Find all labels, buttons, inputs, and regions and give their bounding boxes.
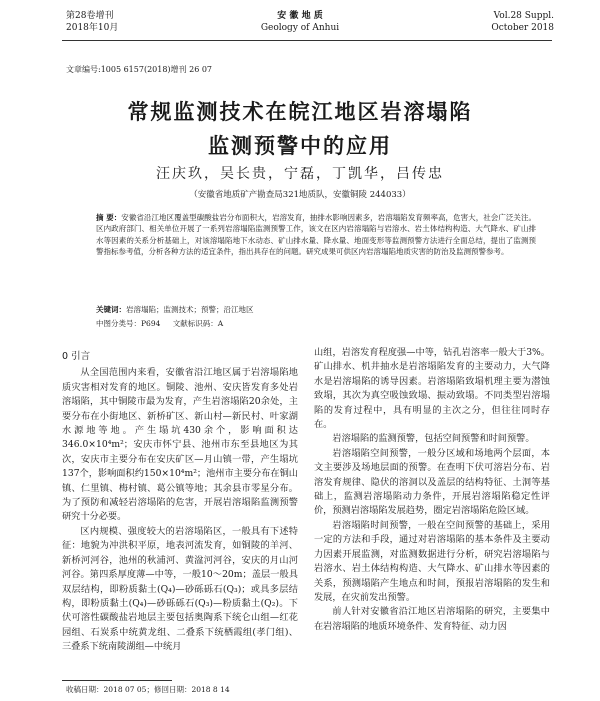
keywords: [96, 304, 536, 315]
title-line-2: 监测预警中的应用: [208, 134, 392, 158]
doc-code: 文献标识码：A: [172, 319, 224, 328]
paragraph: 岩溶塌陷空间预警，一般分区域和场地两个层面，本文主要涉及场地层面的预警。在查明下伏可溶岩分布、岩溶发育规律、隐伏的溶洞以及盖层的结构特征、土洞等基础上，监测岩溶塌陷动力条件，开展岩溶塌陷稳定性评价，预测岩溶塌陷发展趋势，圈定岩溶塌陷危险区域。: [314, 447, 550, 517]
footnote-dates: 收稿日期：2018 07 05；修回日期：2018 8 14: [66, 685, 230, 694]
body-column-right: [314, 346, 550, 634]
journal-volume: 第28卷增刊 2018年10月: [66, 11, 119, 33]
paragraph: 岩溶塌陷时间预警，一般在空间预警的基础上，采用一定的方法和手段，通过对岩溶塌陷的基本条件及主要动力因素开展监测，对监测数据进行分析，研究岩溶塌陷与岩溶水、岩土体结构构造、大气降水、矿山排水等因素的关系，预测塌陷产生地点和时间，预报岩溶塌陷的发生和发展，在灾前发出预警。: [314, 519, 550, 603]
keywords-label: 关键词：: [96, 305, 126, 314]
keywords-text: 岩溶塌陷；监测技术；预警；沿江地区: [126, 305, 254, 314]
paragraph: 山组，岩溶发育程度强—中等，钻孔岩溶率一般大于3%。矿山排水、机井抽水是岩溶塌陷发育的主要动力，大气降水是岩溶塌陷的诱导因素。岩溶塌陷致塌机理主要为潜蚀致塌，其次为真空吸蚀致塌、振动致塌。不同类型岩溶塌陷的发育过程中，具有明显的主次之分，但往往同时存在。: [314, 347, 550, 431]
body-column-left: [62, 346, 298, 655]
abstract: [96, 212, 536, 258]
article-number: 文章编号:1005 6157(2018)增刊 26 07: [66, 65, 213, 74]
author-list: 汪庆玖，吴长贵，宁磊，丁凯华，吕传忠: [156, 166, 444, 182]
journal-name: 安 徽 地 质 Geology of Anhui: [260, 11, 340, 33]
title-line-1: 常规监测技术在皖江地区岩溶塌陷: [127, 100, 473, 124]
section-heading: 0 引言: [62, 351, 91, 362]
classification: [96, 318, 233, 329]
paragraph: 区内规模、强度较大的岩溶塌陷区，一般具有下述特征：地貌为冲洪积平原，地表河流发育，如铜陵的羊河、新桥河河谷，池州的秋浦河、黄湓河河谷，安庆的月山河河谷。第四系厚度薄—中等，一般10～20m；盖层一般具双层结构，即粉质黏土(Q₄)—砂砾砾石(Q₃)；或具多层结构，即粉质黏土(Q₄)—砂砾砾石(Q₃)—粉质黏土(Q₂)。下伏可溶性碳酸盐岩地层主要包括奥陶系下统仑山组—红花园组、石炭系中统黄龙组、二叠系下统栖霞组(孝门组)、三叠系下统南陵湖组—中统月: [62, 525, 298, 653]
abstract-text: 安徽省沿江地区覆盖型碳酸盐岩分布面积大，岩溶发育，抽排水影响因素多，岩溶塌陷发育频率高，危害大，社会广泛关注。区内政府部门、相关单位开展了一系列岩溶塌陷监测预警工作，该文在区内岩溶塌陷与岩溶水、岩土体结构构造、大气降水、矿山排水等因素的关系分析基础上，对该溶塌陷地下水动态、矿山排水量、降水量、地面变形等监测预警方法进行全面总结，提出了监测预警指标参考值，分析各种方法的适宜条件，指出具存在的问题。研究成果可供区内岩溶塌陷地质灾害的防治及监测预警参考。: [96, 213, 536, 257]
paragraph: 从全国范围内来看，安徽省沿江地区属于岩溶塌陷地质灾害相对发育的地区。铜陵、池州、安庆皆发育多处岩溶塌陷，其中铜陵市最为发育，产生岩溶塌陷20余处，主要分布在小街地区、新桥矿区、新山村—新民村、叶家湖水源地等地。产生塌坑430余个，影响面积达346.0×10⁴m²；安庆市怀宁县、池州市东至县地区为其次，安庆市主要分布在安庆矿区—月山镇一带，产生塌坑137个，影响面积约150×10⁴m²；池州市主要分布在铜山镇、仁里镇、梅村镇、葛公镇等地；其余县市零星分布。为了预防和减轻岩溶塌陷的危害，开展岩溶塌陷监测预警研究十分必要。: [62, 367, 298, 523]
header-rule: [62, 40, 552, 41]
journal-issue: Vol.28 Suppl. October 2018: [491, 11, 554, 33]
abstract-label: 摘 要：: [96, 213, 122, 222]
paragraph: 岩溶塌陷的监测预警，包括空间预警和时间预警。: [332, 433, 535, 445]
footnote-rule: [62, 680, 172, 681]
clc-number: 中图分类号：P694: [96, 319, 161, 328]
paragraph: 前人针对安徽省沿江地区岩溶塌陷的研究，主要集中在岩溶塌陷的地质环境条件、发育特征、动力因: [314, 606, 550, 632]
affiliation: （安徽省地质矿产勘查局321地质队，安徽铜陵 244033）: [189, 190, 411, 200]
